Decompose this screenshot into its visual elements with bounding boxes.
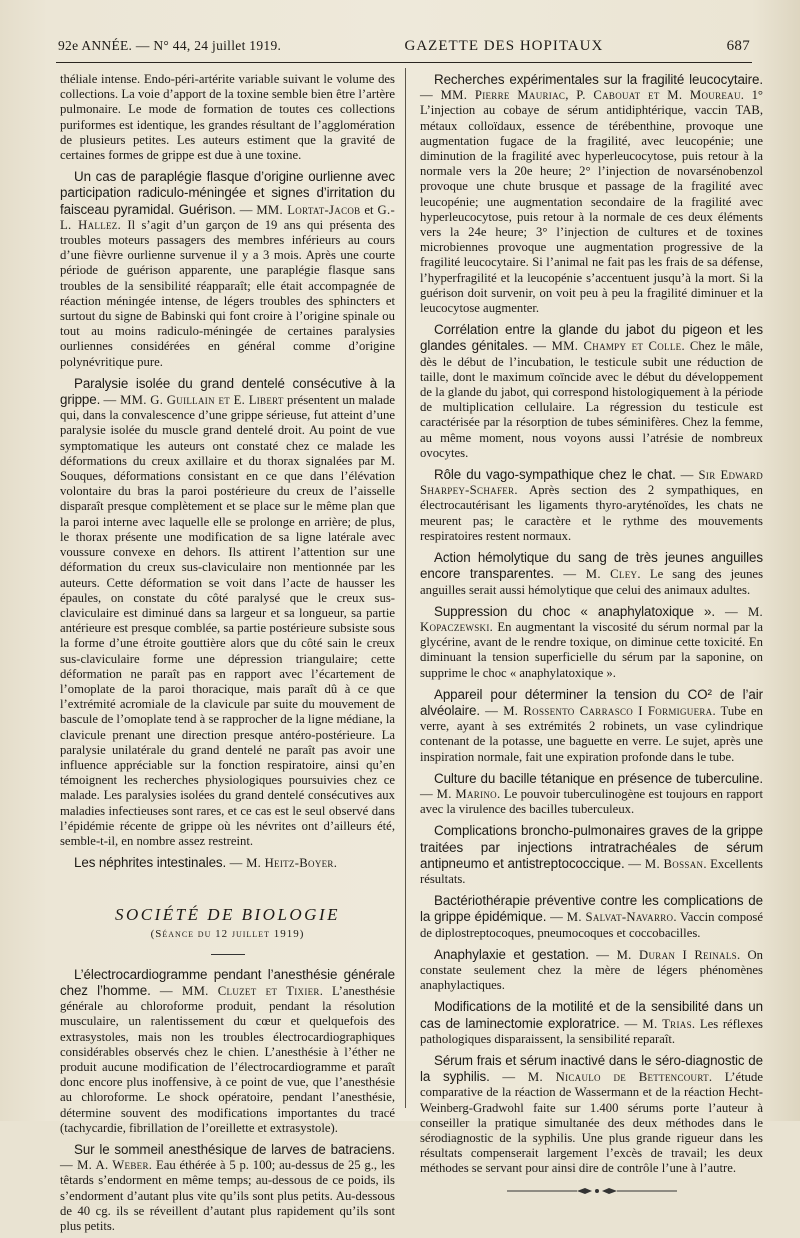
article-title: L’électrocardiogramme pendant l’anesthésie générale chez l’homme. <box>60 966 395 998</box>
article-title: Appareil pour déterminer la tension du CO² de l’air alvéolaire. <box>420 686 763 718</box>
section-rule <box>211 954 245 955</box>
article-authors: — M. Nicaulo de Bettencourt. <box>489 1070 713 1085</box>
article-title: Un cas de paraplégie flasque d’origine ourlienne avec participation radiculo-méningée et signes d’irritation du faisceau pyramidal. Guérison. <box>60 169 395 217</box>
article-body: Vaccin composé de diplostreptocoques, pneumocoques et coccobacilles. <box>420 910 764 940</box>
article-nephrites <box>60 855 395 871</box>
article-body: Après section des 2 sympathiques, en électrocautérisant les ligaments thyro-aryténoïdes, les chats ne meurent pas; le caractère et le rythme des mouvements respiratoires restent normaux. <box>420 483 763 543</box>
article-body: On constate seulement chez la mère de légers phénomènes anaphylactiques. <box>420 947 763 993</box>
article-co2 <box>420 687 763 765</box>
article-continuation: théliale intense. Endo-péri-artérite variable suivant le volume des collections. La voie d’apport de la toxine semble bien être l’artère pulmonaire. Le mode de formation de toutes ces collections puriformes est identique, les grandes résultant de l’agglomération de plusieurs petites. Les auteurs estiment que la gravité de certaines formes de grippe est due à une toxine. <box>60 72 395 163</box>
journal-title: GAZETTE DES HOPITAUX <box>404 38 604 54</box>
article-authors: — M. Duran I Reinals. <box>588 947 741 962</box>
article-title: Modifications de la motilité et de la sensibilité dans un cas de laminectomie exploratrice. <box>420 999 763 1031</box>
article-authors: — MM. Champy et Colle. <box>527 339 685 354</box>
article-authors: — MM. Pierre Mauriac, P. Cabouat et M. Moureau. <box>420 88 745 103</box>
article-authors: — M. A. Weber. <box>60 1158 153 1173</box>
article-paraplegie: Un cas de paraplégie flasque d’origine ourlienne avec participation radiculo-méningée et signes d’irritation du faisceau pyramidal. Guérison. — MM. Lortat-Jacob et G.-L. Hallez. Il s’agit d’un garçon de 19 ans qui présenta des troubles moteurs passagers des membres inférieurs au cours d’une fièvre ourlienne survenue il y a 3 mois. Après une courte période de guérison apparente, une paraplégie flasque sans troubles de la sensibilité réapparaît; elle était accompagnée de réaction méningée intense, de légers troubles des sphincters et surtout du signe de Babinski qui font croire à l’origine spinale ou tout au moins radiculo-méningée de certaines paralysies ourliennes considérées en général comme d’origine polynévritique pure. <box>60 169 395 369</box>
article-title: Rôle du vago-sympathique chez le chat. <box>434 467 676 483</box>
article-authors: — M. Cley. <box>554 567 641 582</box>
article-tetanique <box>420 771 763 818</box>
article-title: Corrélation entre la glande du jabot du pigeon et les glandes génitales. <box>420 322 763 354</box>
article-body: présentent un malade qui, dans la convalescence d’une grippe sérieuse, fut atteint d’une paralysie isolée du muscle grand dentelé droit. Au point de vue symptomatique les auteurs ont constaté chez ce malade les déformations du creux axillaire et du thorax signalées par M. Souques, déformations consistant en ce que dans l’élévation volontaire du bras la paroi postérieure du creux de l’aisselle disparaît presque complètement et se place sur le même plan que la paroi interne avec laquelle elle se prolonge en arrière; de plus, le thorax présente une modification de sa ligne latérale avec voussure convexe en dehors. Ils attirent l’attention sur une déformation du creux sus-claviculaire non mentionnée par les auteurs. Cette déformation se voit dans l’acte de hausser les épaules, on constate du côté paralysé que le creux sus-claviculaire est diminué dans sa largeur et sa longueur, sa partie antérieure est presque comblée, sa partie postérieure subsiste sous la forme d’une étroite gouttière alors que du côté sain le creux sus-claviculaire forme une dépression triangulaire; cette déformation ne paraît pas en rapport avec l’écartement de l’omoplate de la paroi thoracique, mais paraît dû à ce que l’extrémité acromiale de la clavicule par suite du mouvement de bascule de l’omoplate tend à se rapprocher de la ligne médiane, la clavicule prenant une direction presque antéro-postérieure. La paralysie unilatérale du grand dentelé ne paraît pas avoir une influence appréciable sur la fonction respiratoire, ainsi qu’en témoignent les recherches physiologiques poursuivies chez ce malade. Les paralysies isolées du grand dentelé consécutives aux maladies infectieuses sont rares, et ce cas est le seul observé dans l’épidémie récente de grippe où les névrites ont d’ailleurs été, semble-t-il, en nombre assez restreint. <box>60 393 396 848</box>
article-authors: MM. Lortat-Jacob <box>256 202 361 217</box>
article-authors: — M. Trias. <box>619 1016 696 1031</box>
article-title: Sérum frais et sérum inactivé dans le séro-diagnostic de la syphilis. <box>420 1052 763 1085</box>
article-anguilles <box>420 550 763 598</box>
section-date: (Séance du 12 juillet 1919) <box>150 927 305 940</box>
right-column <box>420 72 763 1195</box>
article-body: Excellents résultats. <box>420 856 763 886</box>
article-bacteriotherapie <box>420 893 763 941</box>
article-authors: — M. Bossan. <box>624 856 707 871</box>
article-authors: — M. Heitz-Boyer. <box>226 856 338 871</box>
page-number: 687 <box>726 38 750 54</box>
article-body: Le pouvoir tuberculinogène est toujours en rapport avec la virulence des bacilles tuberculeux. <box>420 786 763 817</box>
article-electrocardiogramme <box>60 967 395 1136</box>
article-batraciens <box>60 1142 395 1234</box>
article-body: 1° L’injection au cobaye de sérum antidiphtérique, vaccin TAB, métaux colloïdaux, essence de térébenthine, provoque une augmentation fugace de la fragilité, avec leucopénie; une diminution de la fragilité avec hyperleucocytose, puis retour à la normale vers la 20e heure; 2° l’injection de novarsénobenzol provoque une chute brusque et passage de la fragilité avec leucopénie; une augmentation secondaire de la fragilité avec hyperleucocytose, puis retour à la normale de ces deux éléments vers la 24e heure; 3° l’injection de cultures et de toxines microbiennes provoque une augmentation progressive de la fragilité leucocytaire. Si l’animal ne fait pas les frais de sa défense, l’hyperfragilité et la leucopénie s’accentuent jusqu’à la mort. Si la guérison doit survenir, on voit peu à peu la fragilité diminuer et la leucocytose augmenter. <box>420 88 764 316</box>
article-body: Il s’agit d’un garçon de 19 ans qui présenta des troubles moteurs passagers des membres inférieurs au cours d’une fièvre ourlienne survenue il y a 3 mois. Après une courte période de guérison apparente, une paraplégie flasque sans troubles de la sensibilité réapparaît; elle était accompagnée de réaction méningée intense, de légers troubles des sphincters et surtout du signe de Babinski qui font croire à l’origine spinale ou tout au moins radiculo-méningée de certaines paralysies ourliennes considérées en général comme d’origine polynévritique pure. <box>60 217 395 369</box>
article-body: Tube en verre, ayant à ses extrémités 2 robinets, un vase cylindrique contenant de la potasse, une baguette en verre. Le sujet, après une inspiration normale, fait une expiration profonde dans le tube. <box>420 703 763 764</box>
article-laminectomie <box>420 999 763 1047</box>
article-grand-dentele <box>60 376 395 849</box>
article-authors: — MM. G. Guillain et E. Libert <box>103 393 284 408</box>
article-body: En augmentant la viscosité du sérum normal par la glycérine, avant de le rendre toxique, on diminue cette toxicité. En diminuant la tension superficielle du sérum par la saponine, on supprime le choc « anaphylatoxique ». <box>420 619 763 680</box>
header-rule <box>56 62 752 63</box>
page-header <box>58 38 750 62</box>
article-body: L’anesthésie générale au chloroforme produit, pendant la résolution musculaire, un ralentissement du cœur et quelquefois des extrasystoles, mais non les troubles électrocardiographiques considérables observés chez le chien. L’anesthésie à l’éther ne produit aucune modification de l’électrocardiogramme et paraît donc encore plus inoffensive, à ce point de vue, que l’anesthésie au chloroforme. Le shock opératoire, pendant l’anesthésie, détermine souvent des modifications importantes du tracé (tachycardie, fibrillation de l’oreillette et extrasystole). <box>60 983 395 1135</box>
article-title: Sur le sommeil anesthésique de larves de batraciens. <box>74 1142 395 1157</box>
article-authors: — MM. Cluzet et Tixier. <box>150 983 324 998</box>
article-title: Complications broncho-pulmonaires graves de la grippe traitées par injections intratrachéales de sérum antipneumo et antistreptococcique. <box>420 823 763 871</box>
end-ornament <box>507 1187 677 1195</box>
article-title: Anaphylaxie et gestation. <box>434 946 589 962</box>
article-authors: — M. Salvat-Navarro. <box>546 910 677 925</box>
article-title: Action hémolytique du sang de très jeunes anguilles encore transparentes. <box>420 550 763 582</box>
article-authors: G.-L. Hallez. <box>60 202 395 232</box>
article-serum-syphilis <box>420 1053 763 1177</box>
article-jabot <box>420 322 763 461</box>
article-body: Eau éthérée à 5 p. 100; au-dessus de 25 g., les têtards s’endorment en même temps; au-dessous de ce poids, ils s’endorment d’autant plus vite qu’ils sont plus petits. Au-dessous de 40 cg. ils se réveillent d’autant plus rapidement qu’ils sont plus petits. <box>60 1158 395 1234</box>
article-broncho-pulmonaires <box>420 823 763 887</box>
column-divider <box>405 68 406 1108</box>
article-authors: — Sir Edward Sharpey-Schafer. <box>420 468 763 498</box>
left-column <box>60 72 395 1238</box>
article-title: Les néphrites intestinales. <box>74 855 227 871</box>
section-title: SOCIÉTÉ DE BIOLOGIE <box>114 905 341 925</box>
issue-info: 92e ANNÉE. — N° 44, 24 juillet 1919. <box>58 38 282 53</box>
article-body: Les réflexes pathologiques disparaissent, la sensibilité reparaît. <box>420 1016 763 1046</box>
article-authors: — M. Rossento Carrasco I Formiguera. <box>479 703 716 718</box>
article-authors: — M. Marino. <box>420 786 501 801</box>
article-title: Paralysie isolée du grand dentelé consécutive à la grippe. <box>60 375 395 408</box>
article-fragilite <box>420 72 763 316</box>
article-body: Le sang des jeunes anguilles serait aussi hémolytique que celui des animaux adultes. <box>420 567 764 597</box>
article-anaphylatoxique <box>420 604 763 681</box>
article-authors: — M. Kopaczewski. <box>420 604 764 634</box>
article-vago-sympathique <box>420 467 763 544</box>
article-body: L’étude comparative de la réaction de Wassermann et de la réaction Hecht-Weinberg-Gradwohl faite sur 1.400 sérums porte l’auteur à conseiller la pratique simultanée des deux méthodes dans le sérodiagnostic de la syphilis. Une plus grande rigueur dans les résultats compenserait largement l’excès de travail; les deux méthodes se servant pour ainsi dire de contrôle l’une à l’autre. <box>420 1070 763 1176</box>
article-title: Culture du bacille tétanique en présence de tuberculine. <box>434 770 763 786</box>
article-body: Chez le mâle, dès le début de l’incubation, le testicule subit une réduction de taille, dont le maximum coïncide avec le début du développement de la glande du jabot, qui correspond histologiquement à la période de multiplication cellulaire. La régression du testicule est caractérisée par la résorption de tubes séminifères. Chez la femme, au même moment, nous voyons aussi l’atrésie de nombreux ovocytes. <box>420 339 763 460</box>
article-title: Suppression du choc « anaphylatoxique ». <box>434 603 715 619</box>
article-title: Bactériothérapie préventive contre les complications de la grippe épidémique. <box>420 893 763 925</box>
article-title: Recherches expérimentales sur la fragilité leucocytaire. <box>434 72 763 87</box>
article-anaphylaxie <box>420 947 763 994</box>
